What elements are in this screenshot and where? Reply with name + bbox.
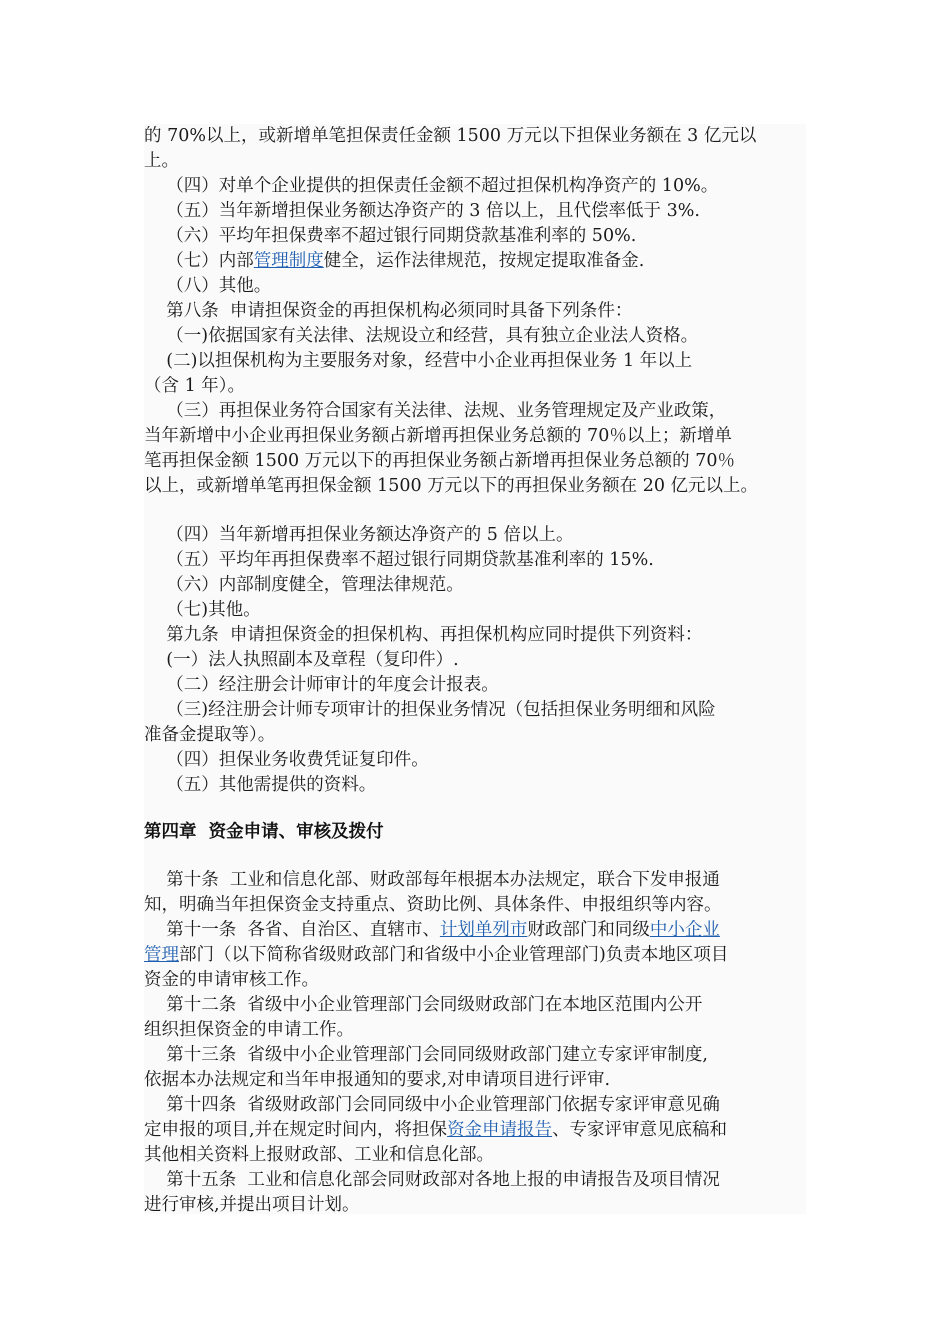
text-segment: 健全，运作法律规范，按规定提取准备金. (323, 251, 645, 271)
text-line (144, 1118, 806, 1143)
text-line: （五）其他需提供的资料。 (144, 775, 377, 795)
text-line: （二）经注册会计师审计的年度会计报表。 (144, 675, 499, 695)
text-line: （一)依据国家有关法律、法规设立和经营，具有独立企业法人资格。 (144, 326, 699, 346)
link-sme-management[interactable]: 中小企业 (649, 920, 720, 940)
text-line: 以上，或新增单笔再担保金额 1500 万元以下的再担保业务额在 20 亿元以上。 (144, 476, 759, 496)
text-line: （七)其他。 (144, 600, 261, 620)
text-line: 依据本办法规定和当年申报通知的要求,对申请项目进行评审. (144, 1070, 611, 1090)
text-segment: 第十一条 各省、自治区、直辖市、 (144, 920, 440, 940)
text-line: 第十三条 省级中小企业管理部门会同同级财政部门建立专家评审制度, (144, 1045, 708, 1065)
text-segment: （七）内部 (144, 251, 254, 271)
text-line: 上。 (144, 151, 179, 171)
text-line: （六）内部制度健全，管理法律规范。 (144, 575, 464, 595)
text-line: 进行审核,并提出项目计划。 (144, 1195, 360, 1215)
text-line: 第十二条 省级中小企业管理部门会同级财政部门在本地区范围内公开 (144, 995, 703, 1015)
link-fund-application-report[interactable]: 资金申请报告 (447, 1120, 553, 1140)
text-line: 准备金提取等）。 (144, 725, 276, 745)
text-line (144, 918, 806, 943)
text-line: （三）再担保业务符合国家有关法律、法规、业务管理规定及产业政策， (144, 401, 727, 421)
chapter-heading: 第四章 资金申请、审核及拨付 (144, 822, 384, 842)
text-line: 第八条 申请担保资金的再担保机构必须同时具备下列条件： (144, 301, 633, 321)
text-line: （八）其他。 (144, 276, 272, 296)
text-line: 第九条 申请担保资金的担保机构、再担保机构应同时提供下列资料： (144, 625, 703, 645)
text-segment: 部门（以下简称省级财政部门和省级中小企业管理部门)负责本地区项目 (179, 945, 729, 965)
text-line: （含 1 年）。 (144, 376, 246, 396)
text-line: (一）法人执照副本及章程（复印件）. (144, 650, 459, 670)
text-line: 知，明确当年担保资金支持重点、资助比例、具体条件、申报组织等内容。 (144, 895, 722, 915)
text-line (144, 249, 806, 274)
text-segment: 财政部门和同级 (527, 920, 650, 940)
link-planned-cities[interactable]: 计划单列市 (439, 920, 528, 940)
text-line: 组织担保资金的申请工作。 (144, 1020, 354, 1040)
text-line: 其他相关资料上报财政部、工业和信息化部。 (144, 1145, 494, 1165)
text-line: 当年新增中小企业再担保业务额占新增再担保业务总额的 70％以上；新增单 (144, 426, 732, 446)
text-line: 笔再担保金额 1500 万元以下的再担保业务额占新增再担保业务总额的 70％ (144, 451, 735, 471)
text-segment: 、专家评审意见底稿和 (552, 1120, 728, 1140)
text-line: 第十条 工业和信息化部、财政部每年根据本办法规定，联合下发申报通 (144, 870, 720, 890)
text-line: （五）当年新增担保业务额达净资产的 3 倍以上，且代偿率低于 3%. (144, 201, 700, 221)
text-line: （六）平均年担保费率不超过银行同期贷款基准利率的 50%. (144, 226, 637, 246)
text-line (144, 943, 806, 968)
text-line: 第十四条 省级财政部门会同同级中小企业管理部门依据专家评审意见确 (144, 1095, 720, 1115)
text-segment: 定申报的项目,并在规定时间内，将担保 (144, 1120, 448, 1140)
text-line: 的 70%以上，或新增单笔担保责任金额 1500 万元以下担保业务额在 3 亿元以 (144, 126, 757, 146)
text-line: （四）担保业务收费凭证复印件。 (144, 750, 429, 770)
text-line: （四）当年新增再担保业务额达净资产的 5 倍以上。 (144, 525, 574, 545)
link-management-system[interactable]: 管理制度 (253, 251, 324, 271)
text-line: （五）平均年再担保费率不超过银行同期贷款基准利率的 15%. (144, 550, 654, 570)
text-line: （三)经注册会计师专项审计的担保业务情况（包括担保业务明细和风险 (144, 700, 716, 720)
text-line: 资金的申请审核工作。 (144, 970, 319, 990)
text-line: （四）对单个企业提供的担保责任金额不超过担保机构净资产的 10%。 (144, 176, 719, 196)
link-sme-management-cont[interactable]: 管理 (144, 945, 179, 965)
text-line: 第十五条 工业和信息化部会同财政部对各地上报的申请报告及项目情况 (144, 1170, 720, 1190)
text-line: (二)以担保机构为主要服务对象，经营中小企业再担保业务 1 年以上 (144, 351, 693, 371)
